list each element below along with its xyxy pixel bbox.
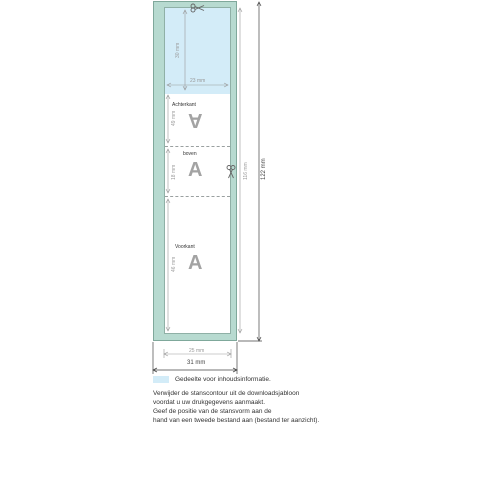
note-line: Verwijder de stanscontour uit de downloadsjabloon xyxy=(153,390,300,397)
label-achterkant: Achterkant xyxy=(172,102,196,108)
dim-info-height: 30 mm xyxy=(175,42,181,58)
dim-total-height: 122 mm xyxy=(261,158,267,180)
notes xyxy=(153,389,319,425)
dim-total-width: 31 mm xyxy=(187,360,206,366)
label-voorkant: Voorkant xyxy=(175,244,195,250)
glyph-back-upside-down: A xyxy=(188,109,203,131)
legend-swatch xyxy=(153,376,169,383)
dim-top-height: 18 mm xyxy=(171,164,177,180)
dim-inner-height: 116 mm xyxy=(243,162,249,180)
dim-info-width: 23 mm xyxy=(190,78,206,84)
note-line: hand van een tweede bestand aan (bestand ter aanzicht). xyxy=(153,417,320,424)
dim-inner-width: 25 mm xyxy=(189,348,205,354)
glyph-top: A xyxy=(188,159,203,181)
note-line: Geef de positie van de stansvorm aan de xyxy=(153,408,272,415)
dim-front-height: 46 mm xyxy=(171,256,177,272)
glyph-front: A xyxy=(188,252,203,274)
label-boven: boven xyxy=(183,151,197,157)
legend-text: Gedeelte voor inhoudsinformatie. xyxy=(175,376,271,383)
note-line: voordat u uw drukgegevens aanmaakt. xyxy=(153,399,266,406)
dim-back-height: 49 mm xyxy=(171,110,177,126)
